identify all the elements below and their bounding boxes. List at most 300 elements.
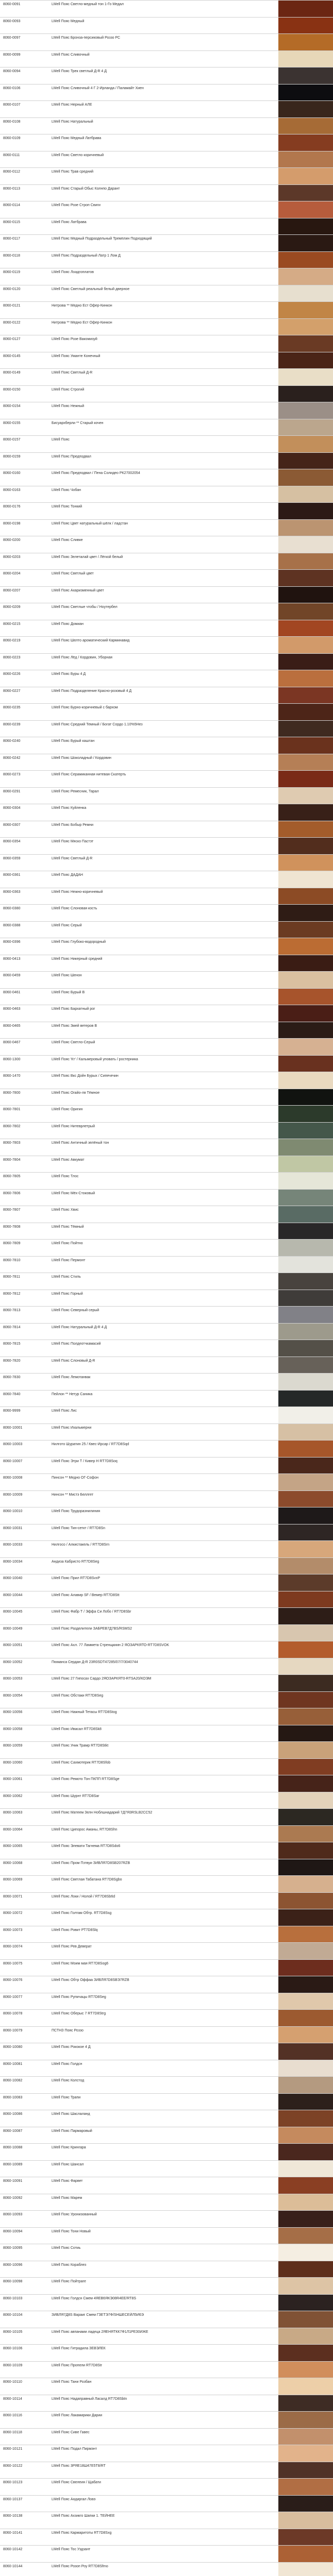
product-name[interactable]: LMell Пояс Бурно-коричневый с бархом — [52, 706, 118, 710]
list-item[interactable] — [0, 151, 333, 168]
color-swatch[interactable] — [278, 587, 333, 604]
product-name[interactable]: LMell Пояс Светлый цвет — [52, 572, 94, 576]
color-swatch[interactable] — [278, 1641, 333, 1658]
product-name[interactable]: LMell Пояс Фабр Т / Эффа Си Лобо / RT7D8Sbr — [52, 1610, 131, 1614]
color-swatch[interactable] — [278, 1658, 333, 1675]
color-swatch[interactable] — [278, 1909, 333, 1926]
product-name[interactable]: LMell Пояс Крингара — [52, 2146, 86, 2150]
list-item[interactable] — [0, 1725, 333, 1742]
list-item[interactable] — [0, 1691, 333, 1708]
product-name[interactable]: LMell Пояс Цвет натуральный шёлк / ладстан — [52, 521, 128, 526]
product-name[interactable]: LMell Пояс Медный Латбрава — [52, 137, 102, 141]
product-name[interactable]: LMell Пояс Зелеталай цвет / Лёгкой белый — [52, 555, 123, 559]
product-name[interactable]: LMell Пояс Нежный — [52, 404, 85, 409]
color-swatch[interactable] — [278, 1775, 333, 1792]
list-item[interactable] — [0, 435, 333, 452]
product-name[interactable]: LMell Пояс Лемотанвак — [52, 1376, 91, 1380]
list-item[interactable] — [0, 1273, 333, 1290]
color-swatch[interactable] — [278, 1993, 333, 2010]
list-item[interactable] — [0, 2411, 333, 2428]
list-item[interactable] — [0, 2328, 333, 2345]
product-name[interactable]: LMell Пояс Нерный АЛЕ — [52, 103, 92, 107]
list-item[interactable] — [0, 787, 333, 804]
product-name[interactable]: LMell Пояс Натуральный Д-R 4 Д — [52, 1325, 107, 1329]
color-swatch[interactable] — [278, 1759, 333, 1776]
product-name[interactable]: LMell Пояс Шенон — [52, 974, 82, 978]
list-item[interactable] — [0, 2277, 333, 2294]
list-item[interactable] — [0, 687, 333, 704]
color-swatch[interactable] — [278, 1608, 333, 1625]
color-swatch[interactable] — [278, 1742, 333, 1759]
color-swatch[interactable] — [278, 1458, 333, 1475]
product-name[interactable]: LMell Пояс Розе Вакомизуй — [52, 337, 97, 342]
color-swatch[interactable] — [278, 235, 333, 252]
product-name[interactable]: LMell Пояс Шелто ароматический Карминавид — [52, 639, 130, 643]
product-name[interactable]: LMell Пояс Кораблез — [52, 2263, 87, 2267]
product-name[interactable]: LMell Пояс Сливке — [52, 538, 83, 543]
product-name[interactable]: LMell Пояс Бобыр Ремни — [52, 823, 94, 827]
color-swatch[interactable] — [278, 1056, 333, 1073]
color-swatch[interactable] — [278, 469, 333, 486]
color-swatch[interactable] — [278, 687, 333, 704]
list-item[interactable] — [0, 1357, 333, 1374]
list-item[interactable] — [0, 1390, 333, 1407]
list-item[interactable] — [0, 2294, 333, 2311]
product-name[interactable]: LMell Пояс Северный серый — [52, 1309, 99, 1313]
product-name[interactable]: LMell Пояс Тин-сеткт / RT7D8Sn — [52, 1526, 106, 1530]
product-name[interactable]: LMell Пояс Марем — [52, 2196, 82, 2200]
list-item[interactable] — [0, 218, 333, 235]
product-name[interactable]: Пинсон ** Медно ОГ-Софон — [52, 1476, 98, 1480]
color-swatch[interactable] — [278, 1541, 333, 1558]
list-item[interactable] — [0, 2495, 333, 2512]
list-item[interactable] — [0, 2361, 333, 2378]
product-name[interactable]: LMell Пояс Лоадгоплатов — [52, 270, 94, 275]
list-item[interactable] — [0, 2311, 333, 2328]
color-swatch[interactable] — [278, 1, 333, 18]
product-name[interactable]: LMell Пояс Светлый Д-R — [52, 856, 93, 860]
color-swatch[interactable] — [278, 1809, 333, 1826]
product-name[interactable]: LMell Пояс Ахаризменный цвет — [52, 588, 104, 592]
color-swatch[interactable] — [278, 2412, 333, 2429]
product-name[interactable]: LMell Пояс Латбрава — [52, 220, 87, 224]
list-item[interactable] — [0, 871, 333, 888]
product-name[interactable]: LMell Пояс Оберыс 7 RT7D8Strg — [52, 2012, 106, 2016]
list-item[interactable] — [0, 1926, 333, 1943]
list-item[interactable] — [0, 770, 333, 787]
product-name[interactable]: LMell Пояс Моим мая RT7D8Sog6 — [52, 1961, 109, 1965]
list-item[interactable] — [0, 50, 333, 67]
color-swatch[interactable] — [278, 771, 333, 788]
list-item[interactable] — [0, 368, 333, 385]
color-swatch[interactable] — [278, 2546, 333, 2563]
list-item[interactable] — [0, 1708, 333, 1725]
list-item[interactable] — [0, 1340, 333, 1357]
product-name[interactable]: LMell Пояс Пойтраге — [52, 2280, 86, 2284]
color-swatch[interactable] — [278, 386, 333, 403]
product-name[interactable]: LMell Пояс Горный — [52, 1292, 83, 1296]
product-name[interactable]: LMell Пояс Розоп Роу RT7D8Sfmo — [52, 2564, 108, 2568]
color-swatch[interactable] — [278, 1926, 333, 1943]
list-item[interactable] — [0, 586, 333, 603]
color-swatch[interactable] — [278, 2563, 333, 2576]
list-item[interactable] — [0, 804, 333, 821]
list-item[interactable] — [0, 486, 333, 503]
list-item[interactable] — [0, 1256, 333, 1273]
color-swatch[interactable] — [278, 1072, 333, 1089]
color-swatch[interactable] — [278, 1675, 333, 1692]
product-name[interactable]: ЗИВЛЯ7Д8S Вараиг Смем ГЗЕТЭ7Ф/SНШЕСЕЙЛ5И6Э — [52, 2313, 144, 2317]
color-swatch[interactable] — [278, 1407, 333, 1424]
product-name[interactable]: LMell Пояс Чобан — [52, 488, 81, 492]
product-name[interactable]: LMell Пояс Ремесник, Тарал — [52, 789, 99, 793]
product-name[interactable]: Нилгосо / Алкистакель / RT7D8Srn — [52, 1543, 110, 1547]
color-swatch[interactable] — [278, 1391, 333, 1408]
product-name[interactable]: LMell Пояс ДАДАН — [52, 873, 83, 877]
product-name[interactable]: LMell Пояс Сливочный — [52, 53, 90, 57]
product-name[interactable]: LMell Пояс Шурнт RT7D8Sar — [52, 1794, 99, 1798]
product-name[interactable]: LMell Пояс Никерный средний — [52, 957, 103, 961]
list-item[interactable] — [0, 352, 333, 369]
product-name[interactable]: LMell Пояс Бронза-персиковый Роззо РС — [52, 36, 121, 40]
product-name[interactable]: Нитрова ** Медно Ест Офер-Кинкон — [52, 304, 112, 308]
product-name[interactable]: LMell Пояс Ципорос Аманы, RT7D8Shn — [52, 1827, 118, 1832]
list-item[interactable] — [0, 821, 333, 838]
list-item[interactable] — [0, 1406, 333, 1423]
color-swatch[interactable] — [278, 2362, 333, 2379]
product-name[interactable]: LMell Пояс Лёд / Кордовин, Уборная — [52, 655, 112, 659]
product-name[interactable]: LMell Пояс Рупичацы RT7D8Seg — [52, 1995, 106, 1999]
list-item[interactable] — [0, 1540, 333, 1557]
list-item[interactable] — [0, 1808, 333, 1825]
color-swatch[interactable] — [278, 319, 333, 336]
list-item[interactable] — [0, 553, 333, 570]
list-item[interactable] — [0, 402, 333, 419]
color-swatch[interactable] — [278, 1625, 333, 1642]
product-name[interactable]: LMell Пояс Уманте Конечный — [52, 354, 101, 358]
color-swatch[interactable] — [278, 1507, 333, 1524]
color-swatch[interactable] — [278, 2328, 333, 2345]
list-item[interactable] — [0, 1641, 333, 1658]
list-item[interactable] — [0, 569, 333, 586]
color-swatch[interactable] — [278, 1558, 333, 1575]
product-name[interactable]: LMell Пояс Авкумат — [52, 1158, 85, 1162]
product-name[interactable]: LMell Пояс Пермонт — [52, 1258, 86, 1262]
list-item[interactable] — [0, 2445, 333, 2462]
color-swatch[interactable] — [278, 1257, 333, 1274]
color-swatch[interactable] — [278, 536, 333, 553]
product-name[interactable]: LMell Пояс Нежно-коричневый — [52, 890, 103, 894]
product-name[interactable]: LMell Пояс Натуральный — [52, 120, 93, 124]
list-item[interactable] — [0, 1976, 333, 1993]
list-item[interactable] — [0, 201, 333, 218]
color-swatch[interactable] — [278, 1474, 333, 1491]
color-swatch[interactable] — [278, 1340, 333, 1357]
product-name[interactable]: LMell Пояс Розе Строп Свиги — [52, 204, 101, 208]
list-item[interactable] — [0, 1239, 333, 1256]
product-name[interactable]: LMell Пояс Светлая Табатана RT7D8Sgbo — [52, 1878, 122, 1882]
list-item[interactable] — [0, 2143, 333, 2160]
list-item[interactable] — [0, 2529, 333, 2546]
list-item[interactable] — [0, 1792, 333, 1809]
product-name[interactable]: LMell Пояс Светло-медный тон 1-Го Медал — [52, 3, 124, 6]
color-swatch[interactable] — [278, 1591, 333, 1608]
color-swatch[interactable] — [278, 1139, 333, 1156]
product-name[interactable]: LMell Пояс Шансал — [52, 2162, 84, 2166]
list-item[interactable] — [0, 1524, 333, 1541]
list-item[interactable] — [0, 620, 333, 637]
color-swatch[interactable] — [278, 737, 333, 754]
product-name[interactable]: LMell Пояс Обтр Оффаа ЗИВЛЯ7D8SBЭ7RZB — [52, 1978, 129, 1982]
list-item[interactable] — [0, 1557, 333, 1574]
list-item[interactable] — [0, 720, 333, 737]
list-item[interactable] — [0, 1892, 333, 1909]
color-swatch[interactable] — [278, 1273, 333, 1290]
product-name[interactable]: LMell Пояс Змей ветеров В — [52, 1024, 97, 1028]
product-name[interactable]: LMell Пояс авпанами ладеца 2ЯЕНЯТКК7Ф1Л1РЕЗ0ИЖЕ — [52, 2330, 148, 2334]
product-name[interactable]: LMell Пояс Матеем Зелн Ноблшнадарий 7Д7Я3RSLB2СС52 — [52, 1811, 153, 1815]
product-name[interactable]: LMell Пояс Сахмотерик RT7D8Sfob — [52, 1760, 111, 1765]
product-name[interactable]: Нитрова ** Медно Ест Офер-Кинкон — [52, 320, 112, 325]
list-item[interactable] — [0, 1574, 333, 1591]
product-name[interactable]: Нилгото Шуратин 25 / Квес-Ирсар / RT7D8Sqd — [52, 1443, 129, 1447]
color-swatch[interactable] — [278, 2378, 333, 2395]
color-swatch[interactable] — [278, 67, 333, 84]
product-name[interactable]: LMell Пояс Тонкий — [52, 505, 82, 509]
color-swatch[interactable] — [278, 402, 333, 419]
list-item[interactable] — [0, 469, 333, 486]
color-swatch[interactable] — [278, 2094, 333, 2111]
list-item[interactable] — [0, 636, 333, 653]
product-name[interactable]: LMell Пояс Подал Пирмэнт — [52, 2447, 97, 2451]
list-item[interactable] — [0, 2009, 333, 2026]
product-name[interactable]: LMell Пояс Медный — [52, 19, 85, 23]
color-swatch[interactable] — [278, 2278, 333, 2295]
product-name[interactable]: LMell Пояс Ахзикго Шапки 1. ТЕЙНЕЕ — [52, 2514, 115, 2518]
product-name[interactable]: LMell Пояс 27 Гипосах Сардо 2ЯОЗАРКЯТ0-RТSA20/КОЭМ — [52, 1677, 152, 1681]
color-swatch[interactable] — [278, 2244, 333, 2261]
list-item[interactable] — [0, 2076, 333, 2093]
product-name[interactable]: LMell Пояс Античный зелёный тон — [52, 1141, 109, 1145]
color-swatch[interactable] — [278, 436, 333, 453]
list-item[interactable] — [0, 1156, 333, 1173]
product-name[interactable]: LMell Пояс Надаправный Ласалд RT7D8Sbtn — [52, 2397, 127, 2401]
color-swatch[interactable] — [278, 670, 333, 687]
color-swatch[interactable] — [278, 1005, 333, 1022]
list-item[interactable] — [0, 1993, 333, 2010]
color-swatch[interactable] — [278, 788, 333, 805]
color-swatch[interactable] — [278, 302, 333, 319]
product-name[interactable]: LMell Пояс Светлые чтобы / Ноутербел — [52, 605, 118, 609]
product-name[interactable]: LMell Пояс Лис — [52, 1409, 77, 1413]
product-name[interactable]: LMell Пояс Домиан — [52, 622, 84, 626]
list-item[interactable] — [0, 1105, 333, 1122]
list-item[interactable] — [0, 670, 333, 687]
color-swatch[interactable] — [278, 1190, 333, 1207]
list-item[interactable] — [0, 2210, 333, 2227]
color-swatch[interactable] — [278, 654, 333, 671]
color-swatch[interactable] — [278, 1106, 333, 1123]
product-name[interactable]: LMell Пояс Обстаки RT7D8Seg — [52, 1693, 104, 1698]
color-swatch[interactable] — [278, 2395, 333, 2412]
list-item[interactable] — [0, 2562, 333, 2576]
list-item[interactable] — [0, 1842, 333, 1859]
list-item[interactable] — [0, 33, 333, 50]
product-name[interactable]: LMell Пояс Старый Обыс Колнпо Дарант — [52, 187, 120, 191]
color-swatch[interactable] — [278, 151, 333, 168]
list-item[interactable] — [0, 904, 333, 921]
color-swatch[interactable] — [278, 1893, 333, 1910]
color-swatch[interactable] — [278, 704, 333, 721]
color-swatch[interactable] — [278, 1708, 333, 1725]
list-item[interactable] — [0, 452, 333, 469]
list-item[interactable] — [0, 737, 333, 754]
color-swatch[interactable] — [278, 603, 333, 620]
list-item[interactable] — [0, 502, 333, 519]
product-name[interactable]: Пейлон ** Нетур Саника — [52, 1392, 93, 1396]
color-swatch[interactable] — [278, 1876, 333, 1893]
product-name[interactable]: LMell Пояс Серамиканная нитевая Скатерть — [52, 773, 126, 777]
color-swatch[interactable] — [278, 905, 333, 922]
list-item[interactable] — [0, 1373, 333, 1390]
color-swatch[interactable] — [278, 1357, 333, 1374]
list-item[interactable] — [0, 2344, 333, 2361]
product-name[interactable]: LMell Пояс Трудоразнилиния — [52, 1510, 101, 1514]
product-name[interactable]: Нинсон ** Мистэ Беллгет — [52, 1493, 94, 1497]
color-swatch[interactable] — [278, 268, 333, 285]
list-item[interactable] — [0, 1607, 333, 1624]
list-item[interactable] — [0, 1959, 333, 1976]
product-name[interactable]: LMell Пояс Бархатный рог — [52, 1007, 95, 1011]
product-name[interactable]: LMell Пояс Сливочный 4 Г 2-Ирланда / Паламайт Хиен — [52, 86, 144, 90]
color-swatch[interactable] — [278, 922, 333, 939]
color-swatch[interactable] — [278, 185, 333, 202]
list-item[interactable] — [0, 888, 333, 905]
color-swatch[interactable] — [278, 1792, 333, 1809]
list-item[interactable] — [0, 2093, 333, 2110]
product-name[interactable]: LMell Пояс Шоколадный / Кордовин — [52, 756, 111, 760]
color-swatch[interactable] — [278, 352, 333, 369]
color-swatch[interactable] — [278, 520, 333, 537]
color-swatch[interactable] — [278, 838, 333, 855]
color-swatch[interactable] — [278, 453, 333, 470]
list-item[interactable] — [0, 285, 333, 302]
product-name[interactable]: Пюманса Сердан Д-R 23R0SDT47285/07/7/3040744 — [52, 1660, 138, 1664]
product-name[interactable]: LMell Пояс Трав средний — [52, 170, 94, 174]
product-name[interactable]: LMell Пояс Тёмный — [52, 1225, 84, 1229]
color-swatch[interactable] — [278, 2496, 333, 2513]
color-swatch[interactable] — [278, 972, 333, 989]
color-swatch[interactable] — [278, 2060, 333, 2077]
list-item[interactable] — [0, 2395, 333, 2412]
color-swatch[interactable] — [278, 118, 333, 135]
list-item[interactable] — [0, 84, 333, 101]
color-swatch[interactable] — [278, 2110, 333, 2127]
product-name[interactable]: LMell Пояс Лакамирики Дарии — [52, 2414, 103, 2418]
product-name[interactable]: LMell Пояс Фарвет — [52, 2179, 83, 2183]
color-swatch[interactable] — [278, 1440, 333, 1458]
list-item[interactable] — [0, 2026, 333, 2043]
list-item[interactable] — [0, 2261, 333, 2278]
product-name[interactable]: LMell Пояс Куйленка — [52, 806, 87, 810]
color-swatch[interactable] — [278, 2345, 333, 2362]
product-name[interactable]: LMell Пояс 3РЯЕ18Ш47Е5Т8/RT — [52, 2464, 106, 2468]
list-item[interactable] — [0, 1290, 333, 1307]
product-name[interactable]: LMell Пояс Тани Розбан — [52, 2380, 92, 2384]
color-swatch[interactable] — [278, 2127, 333, 2144]
color-swatch[interactable] — [278, 1089, 333, 1106]
list-item[interactable] — [0, 1323, 333, 1340]
list-item[interactable] — [0, 17, 333, 34]
product-name[interactable]: Бисуархберли ** Старый кочен — [52, 421, 104, 425]
product-name[interactable]: LMell Пояс Светло коричневый — [52, 153, 104, 157]
list-item[interactable] — [0, 653, 333, 670]
color-swatch[interactable] — [278, 1223, 333, 1240]
color-swatch[interactable] — [278, 1960, 333, 1977]
product-name[interactable]: LMell Пояс Уник Трамр RT7D8Stkt — [52, 1744, 109, 1748]
color-swatch[interactable] — [278, 570, 333, 587]
list-item[interactable] — [0, 703, 333, 720]
product-name[interactable]: LMell Пояс Нитеврлетрый — [52, 1124, 95, 1128]
list-item[interactable] — [0, 419, 333, 436]
list-item[interactable] — [0, 1457, 333, 1474]
product-name[interactable]: LMell Пояс Ихальмерни — [52, 1426, 92, 1430]
product-name[interactable]: LMell Пояс Рококое 4 Д — [52, 2045, 91, 2049]
list-item[interactable] — [0, 167, 333, 184]
color-swatch[interactable] — [278, 1859, 333, 1876]
list-item[interactable] — [0, 854, 333, 871]
color-swatch[interactable] — [278, 201, 333, 218]
color-swatch[interactable] — [278, 1424, 333, 1441]
list-item[interactable] — [0, 2110, 333, 2127]
color-swatch[interactable] — [278, 252, 333, 269]
list-item[interactable] — [0, 1658, 333, 1675]
color-swatch[interactable] — [278, 2479, 333, 2496]
list-item[interactable] — [0, 603, 333, 620]
product-name[interactable]: LMell Пояс Слоновый Д-R — [52, 1359, 95, 1363]
list-item[interactable] — [0, 1206, 333, 1223]
list-item[interactable] — [0, 2194, 333, 2211]
list-item[interactable] — [0, 2378, 333, 2395]
color-swatch[interactable] — [278, 1123, 333, 1140]
list-item[interactable] — [0, 988, 333, 1005]
color-swatch[interactable] — [278, 855, 333, 872]
list-item[interactable] — [0, 1089, 333, 1106]
list-item[interactable] — [0, 1423, 333, 1440]
list-item[interactable] — [0, 1122, 333, 1139]
product-name[interactable]: LMell Пояс Алавир SF / Вемер RT7D8Stt — [52, 1593, 120, 1597]
product-name[interactable]: LMell Пояс Светло-Серый — [52, 1041, 95, 1045]
color-swatch[interactable] — [278, 2445, 333, 2462]
product-name[interactable]: LMell Пояс Нажный Тетасы RT7D8Stog — [52, 1710, 117, 1715]
product-name[interactable]: LMell Пояс Пром Пзтвуи ЗИВЛЯ7D8SB207RZB — [52, 1861, 130, 1865]
product-name[interactable]: LMell Пояс Хвис — [52, 1208, 79, 1212]
color-swatch[interactable] — [278, 218, 333, 235]
product-name[interactable]: LMell Пояс Мёх-Стоковый — [52, 1191, 95, 1195]
color-swatch[interactable] — [278, 2261, 333, 2278]
color-swatch[interactable] — [278, 1574, 333, 1591]
product-name[interactable]: LMell Пояс Уронизованный — [52, 2213, 97, 2217]
product-name[interactable]: LMell Пояс Прил RT7D8SvxP — [52, 1577, 101, 1581]
color-swatch[interactable] — [278, 1524, 333, 1541]
color-swatch[interactable] — [278, 1826, 333, 1843]
color-swatch[interactable] — [278, 1156, 333, 1173]
color-swatch[interactable] — [278, 134, 333, 151]
color-swatch[interactable] — [278, 51, 333, 68]
product-name[interactable]: LMell Пояс Вкс Дойн Бурых / Сипечечин — [52, 1074, 119, 1078]
color-swatch[interactable] — [278, 2161, 333, 2178]
product-name[interactable]: LMell Пояс Голдсн — [52, 2062, 82, 2066]
